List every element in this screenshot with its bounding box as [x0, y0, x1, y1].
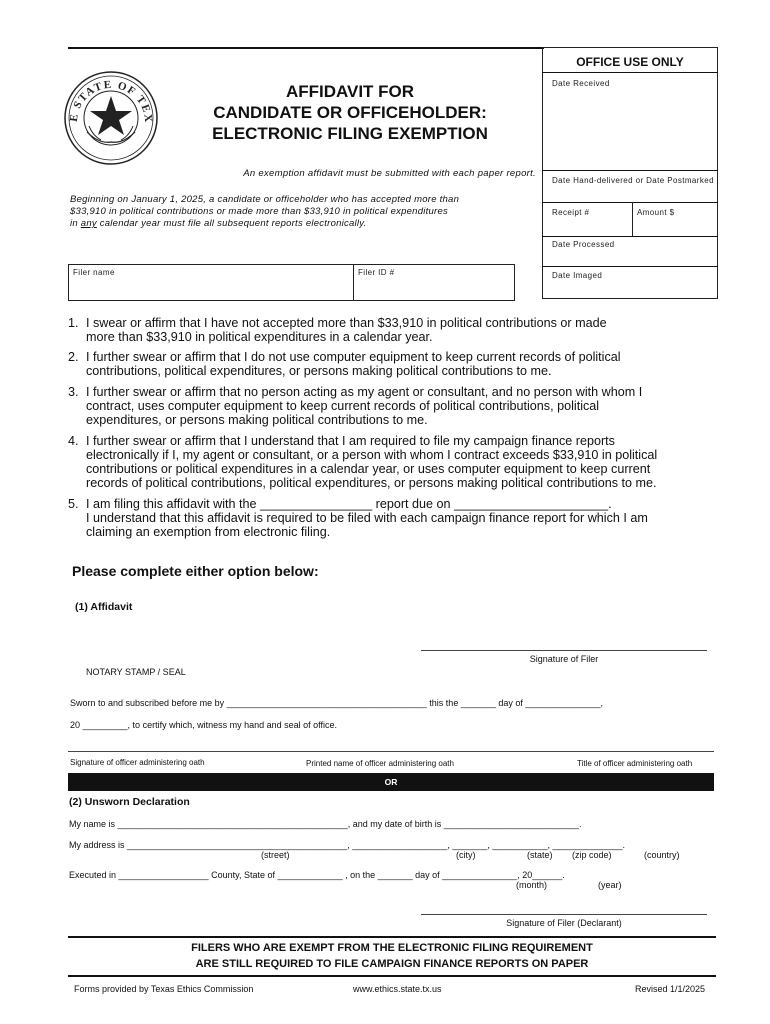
- office-divider-1: [542, 72, 718, 73]
- date-received-label: Date Received: [552, 79, 610, 88]
- filer-box-divider: [353, 264, 354, 301]
- officer-signature-line[interactable]: [68, 751, 714, 752]
- title-line-3: ELECTRONIC FILING EXEMPTION: [212, 124, 488, 143]
- street-caption: (street): [261, 850, 290, 860]
- year-witness-line[interactable]: 20 _________, to certify which, witness my hand and seal of office.: [70, 720, 337, 730]
- sworn-line[interactable]: Sworn to and subscribed before me by ________________________________________ this the _______ day of _______________,: [70, 698, 603, 708]
- exemption-note: An exemption affidavit must be submitted with each paper report.: [243, 168, 536, 179]
- address-line[interactable]: My address is ____________________________________________, ___________________, _______, ___________, ______________.: [69, 840, 626, 850]
- beginning-text-line-2: $33,910 in political contributions or made more than $33,910 in political expenditures: [70, 206, 448, 217]
- officer-sig-label: Signature of officer administering oath: [70, 758, 205, 767]
- statement-3: 3. I further swear or affirm that no person acting as my agent or consultant, and no person with whom I contract, uses computer equipment to keep current records of political contributions, political expenditures, or persons making political contributions to me.: [68, 385, 643, 427]
- beginning-text: Beginning on January 1, 2025, a candidate or officeholder who has accepted more than $33,910 in political contributions or made more than $33,910 in political expenditures in any calendar year must file all subsequent reports electronically.: [70, 194, 460, 229]
- title-line-1: AFFIDAVIT FOR: [285, 82, 415, 101]
- receipt-label: Receipt #: [552, 208, 590, 217]
- forms-provided: Forms provided by Texas Ethics Commission: [74, 984, 254, 994]
- website-link[interactable]: www.ethics.state.tx.us: [353, 984, 442, 994]
- or-divider: OR: [68, 773, 714, 791]
- office-divider-3: [542, 202, 718, 203]
- state-caption: (state): [527, 850, 553, 860]
- revised-date: Revised 1/1/2025: [635, 984, 706, 994]
- signature-declarant-label: Signature of Filer (Declarant): [506, 918, 622, 928]
- svg-text:THE STATE OF TEXAS: E STATE OF TEX: [67, 78, 155, 125]
- country-caption: (country): [644, 850, 680, 860]
- statement-5: 5. I am filing this affidavit with the ________________ report due on ______________________. I understand that this affidavit is required to be filed with each campaign finance report for which I am claiming an exemption from electronic filing.: [68, 497, 648, 539]
- filer-id-label: Filer ID #: [358, 268, 395, 277]
- filer-signature-line[interactable]: [421, 650, 707, 651]
- footer-rule-bottom: [68, 975, 716, 977]
- declarant-signature-line[interactable]: [421, 914, 707, 915]
- filer-info-box[interactable]: [68, 264, 515, 301]
- statement-2: 2. I further swear or affirm that I do not use computer equipment to keep current records of political contributions, political expenditures, or persons making political contributions to me.: [68, 350, 621, 378]
- date-imaged-label: Date Imaged: [552, 271, 603, 280]
- statement-4: 4. I further swear or affirm that I understand that I am required to file my campaign finance reports electronically if I, my agent or consultant, or a person with whom I contract exceeds $33,910 in political contributions or political expenditures in a calendar year, or uses computer equipment to keep current records of political contributions, political expenditures, or persons making political contributions to me.: [68, 434, 658, 490]
- month-caption: (month): [516, 880, 548, 890]
- beginning-text-line-1: Beginning on January 1, 2025, a candidate or officeholder who has accepted more than: [70, 194, 460, 205]
- options-heading: Please complete either option below:: [72, 563, 319, 579]
- statement-1: 1. I swear or affirm that I have not accepted more than $33,910 in political contributions or made more than $33,910 in political expenditures in a calendar year.: [68, 316, 607, 344]
- city-caption: (city): [456, 850, 476, 860]
- title-line-2: CANDIDATE OR OFFICEHOLDER:: [213, 103, 487, 122]
- name-dob-line[interactable]: My name is ______________________________________________, and my date of birth is ___________________________.: [69, 819, 582, 829]
- texas-seal-icon: [63, 70, 159, 166]
- top-rule: [68, 47, 544, 49]
- office-divider-4: [542, 236, 718, 237]
- office-divider-5: [542, 266, 718, 267]
- signature-of-filer-label: Signature of Filer: [529, 654, 599, 664]
- any-emphasis: any: [80, 218, 97, 229]
- footer-rule-top: [68, 936, 716, 938]
- exempt-notice-line-2: ARE STILL REQUIRED TO FILE CAMPAIGN FINANCE REPORTS ON PAPER: [195, 958, 589, 970]
- date-processed-label: Date Processed: [552, 240, 615, 249]
- notary-stamp-label: NOTARY STAMP / SEAL: [86, 667, 186, 677]
- date-hand-label: Date Hand-delivered or Date Postmarked: [552, 176, 714, 185]
- filer-name-label: Filer name: [73, 268, 115, 277]
- officer-title-label: Title of officer administering oath: [577, 759, 693, 768]
- receipt-amount-divider: [632, 202, 633, 236]
- zip-caption: (zip code): [572, 850, 612, 860]
- exempt-notice-line-1: FILERS WHO ARE EXEMPT FROM THE ELECTRONIC FILING REQUIREMENT: [191, 942, 593, 954]
- office-divider-2: [542, 170, 718, 171]
- unsworn-heading: (2) Unsworn Declaration: [69, 796, 190, 808]
- officer-printed-label: Printed name of officer administering oath: [306, 759, 454, 768]
- affidavit-heading: (1) Affidavit: [75, 601, 133, 613]
- executed-line[interactable]: Executed in __________________ County, State of _____________ , on the _______ day of _______________, 20______.: [69, 870, 565, 880]
- office-use-heading: OFFICE USE ONLY: [576, 55, 684, 69]
- form-title: [180, 81, 520, 144]
- amount-label: Amount $: [637, 208, 675, 217]
- year-caption: (year): [598, 880, 622, 890]
